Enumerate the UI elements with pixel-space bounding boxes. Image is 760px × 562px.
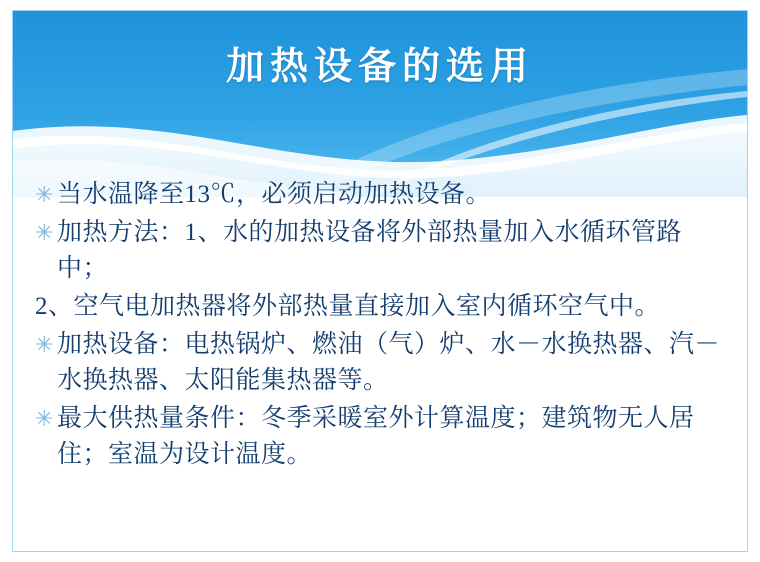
list-item-text: 最大供热量条件：冬季采暖室外计算温度；建筑物无人居住；室温为设计温度。 [57,405,695,468]
slide-frame [12,10,748,552]
list-item [35,215,723,287]
list-item [35,289,723,325]
slide-body [13,177,748,475]
list-item-text: 2、空气电加热器将外部热量直接加入室内循环空气中。 [35,293,661,320]
list-item [35,401,723,473]
list-item [35,327,723,399]
slide-title: 加热设备的选用 [225,46,534,88]
bullet-icon: ✳ [35,406,54,431]
title-banner [13,11,747,197]
bullet-icon: ✳ [35,332,54,357]
list-item-text: 加热设备：电热锅炉、燃油（气）炉、水－水换热器、汽－水换热器、太阳能集热器等。 [57,331,721,394]
bullet-icon: ✳ [35,220,54,245]
list-item-text: 加热方法：1、水的加热设备将外部热量加入水循环管路中； [57,219,683,282]
list-item-text: 当水温降至13℃，必须启动加热设备。 [57,181,492,208]
list-item [35,177,723,213]
banner-graphic [13,11,747,197]
bullet-icon: ✳ [35,182,54,207]
